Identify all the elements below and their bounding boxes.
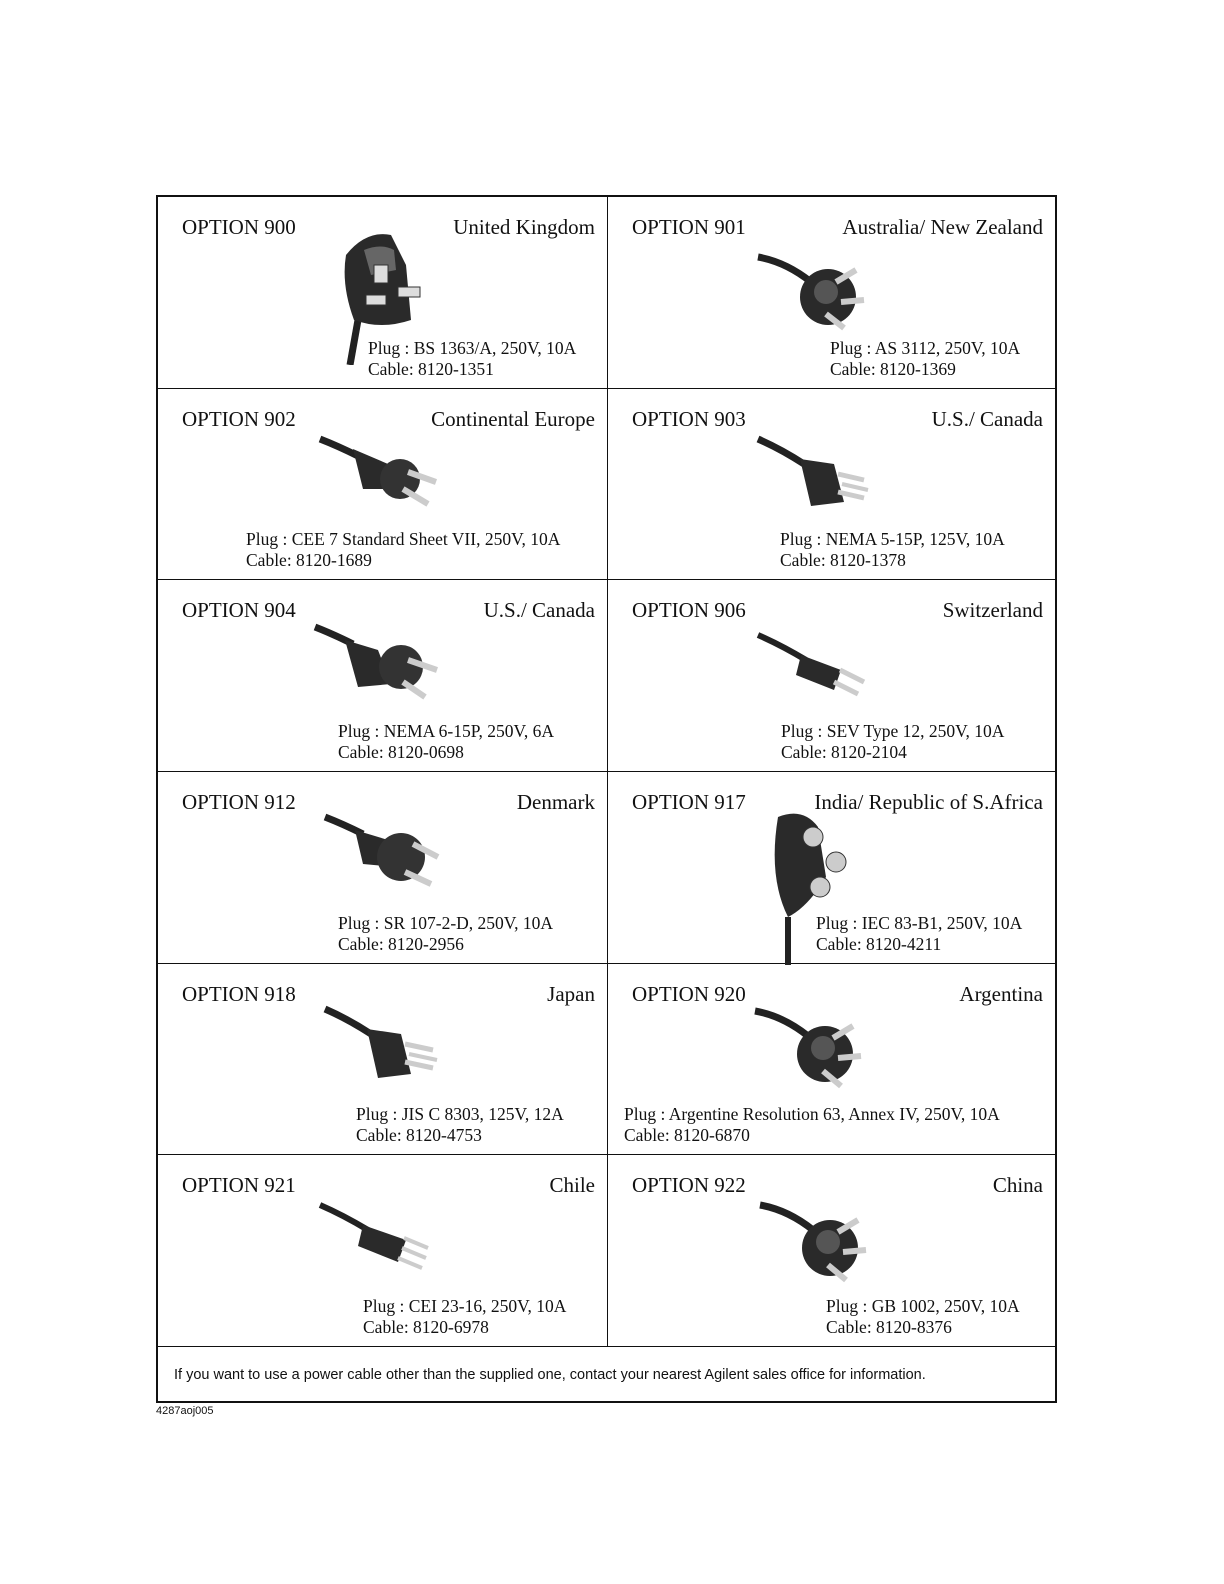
cable-part-number: Cable: 8120-2104 bbox=[781, 742, 907, 762]
country-name: U.S./ Canada bbox=[483, 598, 595, 623]
plug-spec-block bbox=[338, 721, 554, 763]
option-cell-900 bbox=[158, 197, 608, 389]
plug-spec-block bbox=[368, 338, 576, 380]
option-cell-917 bbox=[608, 772, 1055, 964]
plug-spec-block bbox=[780, 529, 1005, 571]
denmark-plug-icon bbox=[323, 812, 448, 902]
country-name: Switzerland bbox=[942, 598, 1043, 623]
footer-note-row bbox=[158, 1347, 1055, 1401]
country-name: U.S./ Canada bbox=[931, 406, 1043, 431]
europe-plug-icon bbox=[318, 434, 448, 514]
plug-spec: Plug : IEC 83-B1, 250V, 10A bbox=[816, 912, 1023, 933]
cable-part-number: Cable: 8120-1351 bbox=[368, 358, 494, 379]
plug-spec-block bbox=[781, 721, 1004, 763]
plug-spec: Plug : CEI 23-16, 250V, 10A bbox=[363, 1296, 567, 1316]
plug-spec: Plug : Argentine Resolution 63, Annex IV, 250V, 10A bbox=[624, 1104, 1000, 1125]
country-name: Australia/ New Zealand bbox=[842, 215, 1043, 239]
option-number: OPTION 918 bbox=[182, 981, 296, 1006]
plug-spec: Plug : NEMA 6-15P, 250V, 6A bbox=[338, 721, 555, 741]
option-number: OPTION 901 bbox=[632, 215, 746, 239]
argentina-plug-icon bbox=[753, 1006, 873, 1096]
cable-part-number: Cable: 8120-6870 bbox=[624, 1125, 750, 1146]
country-name: Chile bbox=[549, 1173, 595, 1198]
plug-spec-block bbox=[816, 913, 1022, 955]
plug-spec-block bbox=[830, 338, 1020, 380]
country-name: Argentina bbox=[959, 981, 1043, 1006]
option-number: OPTION 912 bbox=[182, 790, 296, 814]
japan-plug-icon bbox=[323, 1004, 448, 1089]
option-cell-921 bbox=[158, 1155, 608, 1347]
cable-part-number: Cable: 8120-4211 bbox=[816, 933, 942, 954]
options-grid bbox=[158, 197, 1055, 1347]
option-number: OPTION 921 bbox=[182, 1173, 296, 1198]
option-number: OPTION 920 bbox=[632, 981, 746, 1006]
option-number: OPTION 903 bbox=[632, 406, 746, 431]
plug-spec: Plug : GB 1002, 250V, 10A bbox=[826, 1296, 1020, 1316]
option-number: OPTION 917 bbox=[632, 790, 746, 814]
plug-spec: Plug : CEE 7 Standard Sheet VII, 250V, 10A bbox=[246, 529, 561, 550]
option-cell-918 bbox=[158, 964, 608, 1156]
option-cell-906 bbox=[608, 580, 1055, 772]
plug-spec: Plug : SR 107-2-D, 250V, 10A bbox=[338, 912, 554, 933]
plug-spec: Plug : NEMA 5-15P, 125V, 10A bbox=[780, 529, 1005, 550]
plug-spec-block bbox=[338, 913, 553, 955]
cable-part-number: Cable: 8120-1689 bbox=[246, 550, 372, 571]
option-number: OPTION 904 bbox=[182, 598, 296, 623]
footer-note: If you want to use a power cable other than the supplied one, contact your nearest Agilent sales office for information. bbox=[174, 1367, 926, 1383]
option-cell-904 bbox=[158, 580, 608, 772]
chile-plug-icon bbox=[318, 1200, 443, 1275]
country-name: Japan bbox=[547, 981, 595, 1006]
us-plug-icon bbox=[756, 434, 881, 514]
us-250v-plug-icon bbox=[313, 622, 443, 707]
china-plug-icon bbox=[758, 1200, 878, 1290]
power-cable-options-table bbox=[156, 195, 1057, 1403]
option-number: OPTION 902 bbox=[182, 406, 296, 431]
cable-part-number: Cable: 8120-0698 bbox=[338, 742, 464, 762]
cable-part-number: Cable: 8120-4753 bbox=[356, 1125, 482, 1146]
australia-plug-icon bbox=[756, 252, 876, 342]
plug-spec: Plug : JIS C 8303, 125V, 12A bbox=[356, 1104, 564, 1125]
country-name: United Kingdom bbox=[453, 215, 595, 239]
country-name: Continental Europe bbox=[431, 406, 595, 431]
plug-spec-block bbox=[246, 529, 560, 571]
cable-part-number: Cable: 8120-6978 bbox=[363, 1317, 489, 1337]
cable-part-number: Cable: 8120-1378 bbox=[780, 550, 906, 571]
plug-spec: Plug : AS 3112, 250V, 10A bbox=[830, 337, 1021, 358]
plug-spec-block bbox=[363, 1296, 566, 1338]
plug-spec: Plug : SEV Type 12, 250V, 10A bbox=[781, 721, 1005, 741]
option-cell-903 bbox=[608, 389, 1055, 581]
country-name: China bbox=[992, 1173, 1043, 1198]
swiss-plug-icon bbox=[756, 630, 876, 700]
option-number: OPTION 906 bbox=[632, 598, 746, 623]
plug-spec-block bbox=[826, 1296, 1020, 1338]
country-name: Denmark bbox=[516, 790, 595, 814]
option-number: OPTION 922 bbox=[632, 1173, 746, 1198]
plug-spec-block bbox=[356, 1104, 564, 1146]
option-cell-902 bbox=[158, 389, 608, 581]
option-cell-901 bbox=[608, 197, 1055, 389]
cable-part-number: Cable: 8120-2956 bbox=[338, 933, 464, 954]
plug-spec: Plug : BS 1363/A, 250V, 10A bbox=[368, 337, 577, 358]
country-name: India/ Republic of S.Africa bbox=[814, 790, 1043, 814]
figure-id: 4287aoj005 bbox=[156, 1405, 214, 1417]
option-cell-912 bbox=[158, 772, 608, 964]
option-cell-922 bbox=[608, 1155, 1055, 1347]
option-cell-920 bbox=[608, 964, 1055, 1156]
cable-part-number: Cable: 8120-8376 bbox=[826, 1317, 952, 1337]
option-number: OPTION 900 bbox=[182, 215, 296, 239]
plug-spec-block bbox=[624, 1104, 1000, 1146]
cable-part-number: Cable: 8120-1369 bbox=[830, 358, 956, 379]
